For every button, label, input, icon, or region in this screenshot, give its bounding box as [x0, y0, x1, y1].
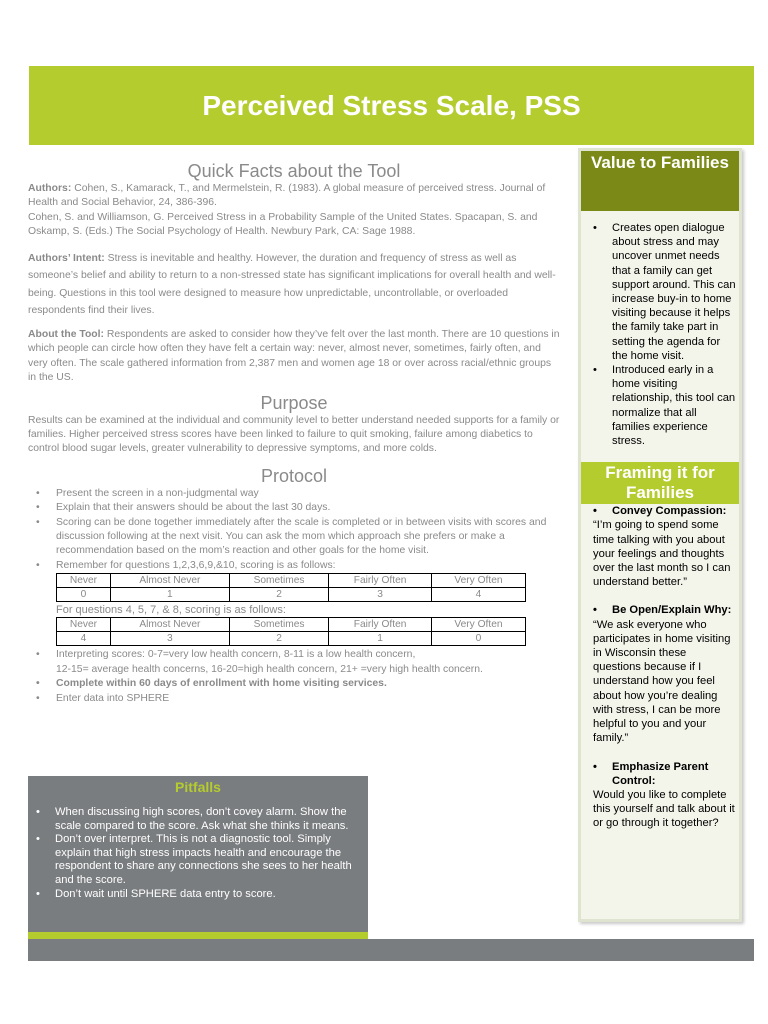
list-item: • Don’t wait until SPHERE data entry to score.	[36, 888, 366, 902]
interp-line-2: 12-15= average health concerns, 16-20=high health concern, 21+ =very high health concern.	[56, 663, 483, 675]
intent-text: Stress is inevitable and healthy. However, the duration and frequency of stress as well as someone’s belief and ability to return to a non-stressed state has significant implications for overall health and well-being. Questions in this tool were designed to measure how unpredictable, uncontrollable, or overloaded respondents find their lives.	[28, 252, 556, 317]
table-cell: 1	[110, 588, 229, 602]
framing-content	[581, 504, 739, 830]
protocol-heading: Protocol	[260, 465, 328, 486]
table-cell: 0	[431, 632, 525, 646]
framing-list	[593, 760, 737, 788]
scoring-table-2	[56, 617, 526, 646]
authors-paragraph	[28, 182, 560, 211]
table-header: Very Often	[431, 618, 525, 632]
interp-line-1: Interpreting scores: 0-7=very low health concern, 8-11 is a low health concern,	[56, 649, 416, 661]
framing-list	[593, 504, 737, 518]
pitfalls-heading: Pitfalls	[175, 779, 221, 795]
table-cell: 4	[57, 632, 111, 646]
value-heading: Value to Families	[581, 151, 739, 211]
framing-list	[593, 603, 737, 617]
table-cell: 3	[329, 588, 432, 602]
framing-heading: Framing it for Families	[581, 462, 739, 504]
about-label: About the Tool:	[28, 329, 104, 340]
table-header: Never	[57, 618, 111, 632]
list-item: • Creates open dialogue about stress and may uncover unmet needs that a family can get support around. This can increase buy-in to home visiting because it helps the family take part in setting the agenda for the home visit.	[593, 221, 737, 363]
pitfalls-accent-bar	[28, 932, 368, 939]
table-cell: 2	[229, 588, 328, 602]
list-item: • Don’t over interpret. This is not a diagnostic tool. Simply explain that high stress impacts health and encourage the respondent to share any connections she sees to her health and the score.	[36, 833, 366, 887]
table-row	[57, 632, 526, 646]
framing-label: • Emphasize Parent Control:	[593, 760, 737, 788]
table-header: Fairly Often	[329, 574, 432, 588]
authors-text: Cohen, S., Kamarack, T., and Mermelstein, R. (1983). A global measure of perceived stress. Journal of Health and Social Behavior, 24, 386-396.	[28, 183, 546, 209]
table-cell: 1	[329, 632, 432, 646]
page-title: Perceived Stress Scale, PSS	[202, 89, 581, 121]
framing-label: • Be Open/Explain Why:	[593, 603, 737, 617]
intent-label: Authors’ Intent:	[28, 252, 105, 264]
table-row	[57, 588, 526, 602]
about-paragraph	[28, 328, 560, 386]
list-item	[36, 648, 560, 677]
list-item: • Remember for questions 1,2,3,6,9,&10, scoring is as follows:	[36, 559, 560, 573]
framing-label: • Convey Compassion:	[593, 504, 737, 518]
purpose-heading: Purpose	[260, 392, 328, 413]
title-banner	[29, 66, 754, 145]
table-header: Almost Never	[110, 574, 229, 588]
list-item: • Present the screen in a non-judgmental way	[36, 487, 560, 501]
framing-text: “I’m going to spend some time talking with you about your feelings and thoughts over the last month so I can understand better.”	[593, 519, 731, 589]
table-header: Almost Never	[110, 618, 229, 632]
list-item: • When discussing high scores, don’t covey alarm. Show the scale compared to the score. Ask what she thinks it means.	[36, 806, 366, 833]
sidebar	[578, 148, 742, 922]
table-header: Never	[57, 574, 111, 588]
value-content	[581, 211, 739, 448]
about-text: Respondents are asked to consider how they’ve felt over the last month. There are 10 questions in which people can circle how often they have felt a certain way: never, almost never, sometimes, fairly often, and very often. The scale gathered information from 2,387 men and women age 18 or over across racial/ethnic groups in the US.	[28, 329, 560, 384]
table-header: Sometimes	[229, 618, 328, 632]
purpose-text: Results can be examined at the individual and community level to better understand needed supports for a family or families. Higher perceived stress scores have been linked to failure to quit smoking, failure among diabetics to control blood sugar levels, greater vulnerability to depressive symptoms, and more colds.	[28, 414, 560, 455]
protocol-list	[36, 487, 560, 573]
scoring-table-1	[56, 573, 526, 602]
list-item: • Scoring can be done together immediately after the scale is completed or in between visits with scores and discussion following at the next visit. You can ask the mom which approach she prefers or make a recommendation based on the mom’s reaction and other goals for the home visit.	[36, 516, 560, 559]
value-list	[593, 221, 737, 448]
reverse-scoring-line: For questions 4, 5, 7, & 8, scoring is as follows:	[56, 604, 286, 617]
framing-text: “We ask everyone who participates in home visiting in Wisconsin these questions because if I understand how you feel about how you’re dealing with stress, I can be more helpful to you and your family.”	[593, 618, 731, 745]
footer-bar	[28, 939, 754, 961]
table-cell: 4	[431, 588, 525, 602]
quick-facts-heading: Quick Facts about the Tool	[187, 161, 401, 181]
list-item: • Introduced early in a home visiting relationship, this tool can normalize that all families experience stress.	[593, 363, 737, 448]
pitfalls-list	[36, 806, 366, 901]
intent-paragraph	[28, 250, 560, 320]
main-column	[28, 160, 560, 706]
list-item: • Complete within 60 days of enrollment with home visiting services.	[36, 677, 560, 691]
table-header: Sometimes	[229, 574, 328, 588]
table-cell: 0	[57, 588, 111, 602]
framing-text: Would you like to complete this yourself and talk about it or go through it together?	[593, 788, 735, 830]
table-cell: 2	[229, 632, 328, 646]
authors-paragraph-2: Cohen, S. and Williamson, G. Perceived Stress in a Probability Sample of the United States. Spacapan, S. and Oskamp, S. (Eds.) The Social Psychology of Health. Newbury Park, CA: Sage 1988.	[28, 211, 538, 238]
list-item: • Enter data into SPHERE	[36, 692, 560, 706]
authors-label: Authors:	[28, 183, 72, 194]
pitfalls-box	[28, 776, 368, 932]
table-row	[57, 574, 526, 588]
table-cell: 3	[110, 632, 229, 646]
table-row	[57, 618, 526, 632]
list-item: • Explain that their answers should be about the last 30 days.	[36, 501, 560, 515]
table-header: Fairly Often	[329, 618, 432, 632]
table-header: Very Often	[431, 574, 525, 588]
protocol-list-2	[36, 648, 560, 706]
